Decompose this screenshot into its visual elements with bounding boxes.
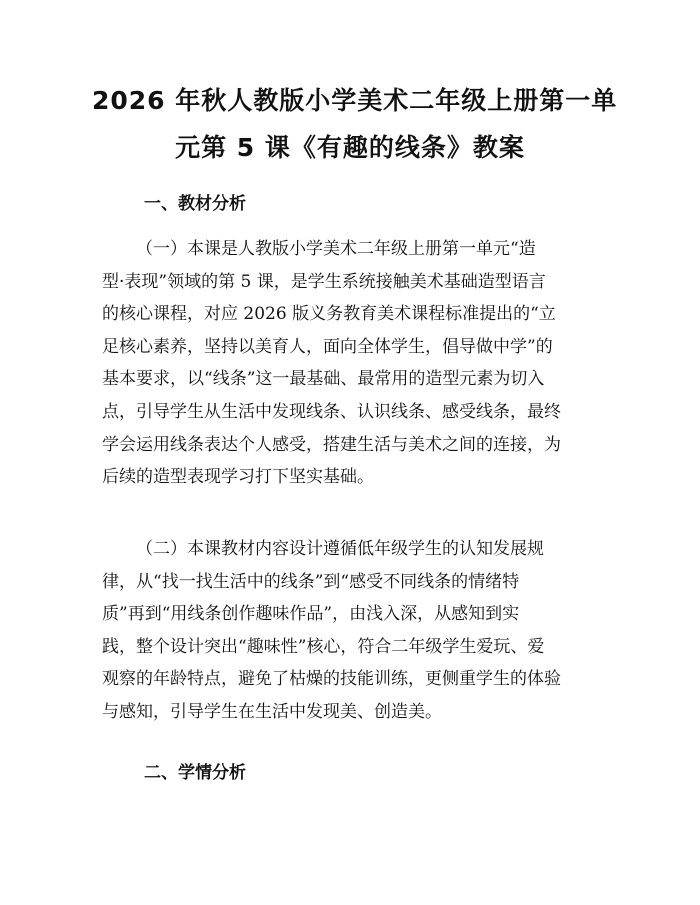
paragraph-1-line: 后续的造型表现学习打下坚实基础。 xyxy=(102,467,374,488)
paragraph-1-line: 基本要求，以“线条”这一最基础、最常用的造型元素为切入 xyxy=(102,369,545,390)
section-heading-learner-analysis: 二、学情分析 xyxy=(144,763,246,783)
document-title-line-1: 2026 年秋人教版小学美术二年级上册第一单 xyxy=(92,86,618,115)
section-heading-textbook-analysis: 一、教材分析 xyxy=(144,194,246,214)
paragraph-1-line: 型·表现”领域的第 5 课，是学生系统接触美术基础造型语言 xyxy=(102,271,546,292)
paragraph-1 xyxy=(102,233,602,494)
paragraph-2-line: 律，从“找一找生活中的线条”到“感受不同线条的情绪特 xyxy=(102,571,520,592)
paragraph-1-line: 学会运用线条表达个人感受，搭建生活与美术之间的连接，为 xyxy=(102,434,561,455)
paragraph-2-line: 践，整个设计突出“趣味性”核心，符合二年级学生爱玩、爱 xyxy=(102,636,545,657)
paragraph-2-line: 质”再到“用线条创作趣味作品”，由浅入深，从感知到实 xyxy=(102,604,520,625)
paragraph-1-line: 的核心课程，对应 2026 版义务教育美术课程标准提出的“立 xyxy=(102,304,556,325)
document-title-line-2: 元第 5 课《有趣的线条》教案 xyxy=(175,133,525,162)
paragraph-2-line: （二）本课教材内容设计遵循低年级学生的认知发展规 xyxy=(136,539,544,559)
paragraph-1-line: 点，引导学生从生活中发现线条、认识线条、感受线条，最终 xyxy=(102,401,561,422)
paragraph-1-line: （一）本课是人教版小学美术二年级上册第一单元“造 xyxy=(136,239,536,259)
paragraph-2 xyxy=(102,533,602,729)
paragraph-1-line: 足核心素养，坚持以美育人，面向全体学生，倡导做中学”的 xyxy=(102,336,553,357)
paragraph-2-line: 观察的年龄特点，避免了枯燥的技能训练，更侧重学生的体验 xyxy=(102,669,561,690)
paragraph-2-line: 与感知，引导学生在生活中发现美、创造美。 xyxy=(102,701,442,722)
